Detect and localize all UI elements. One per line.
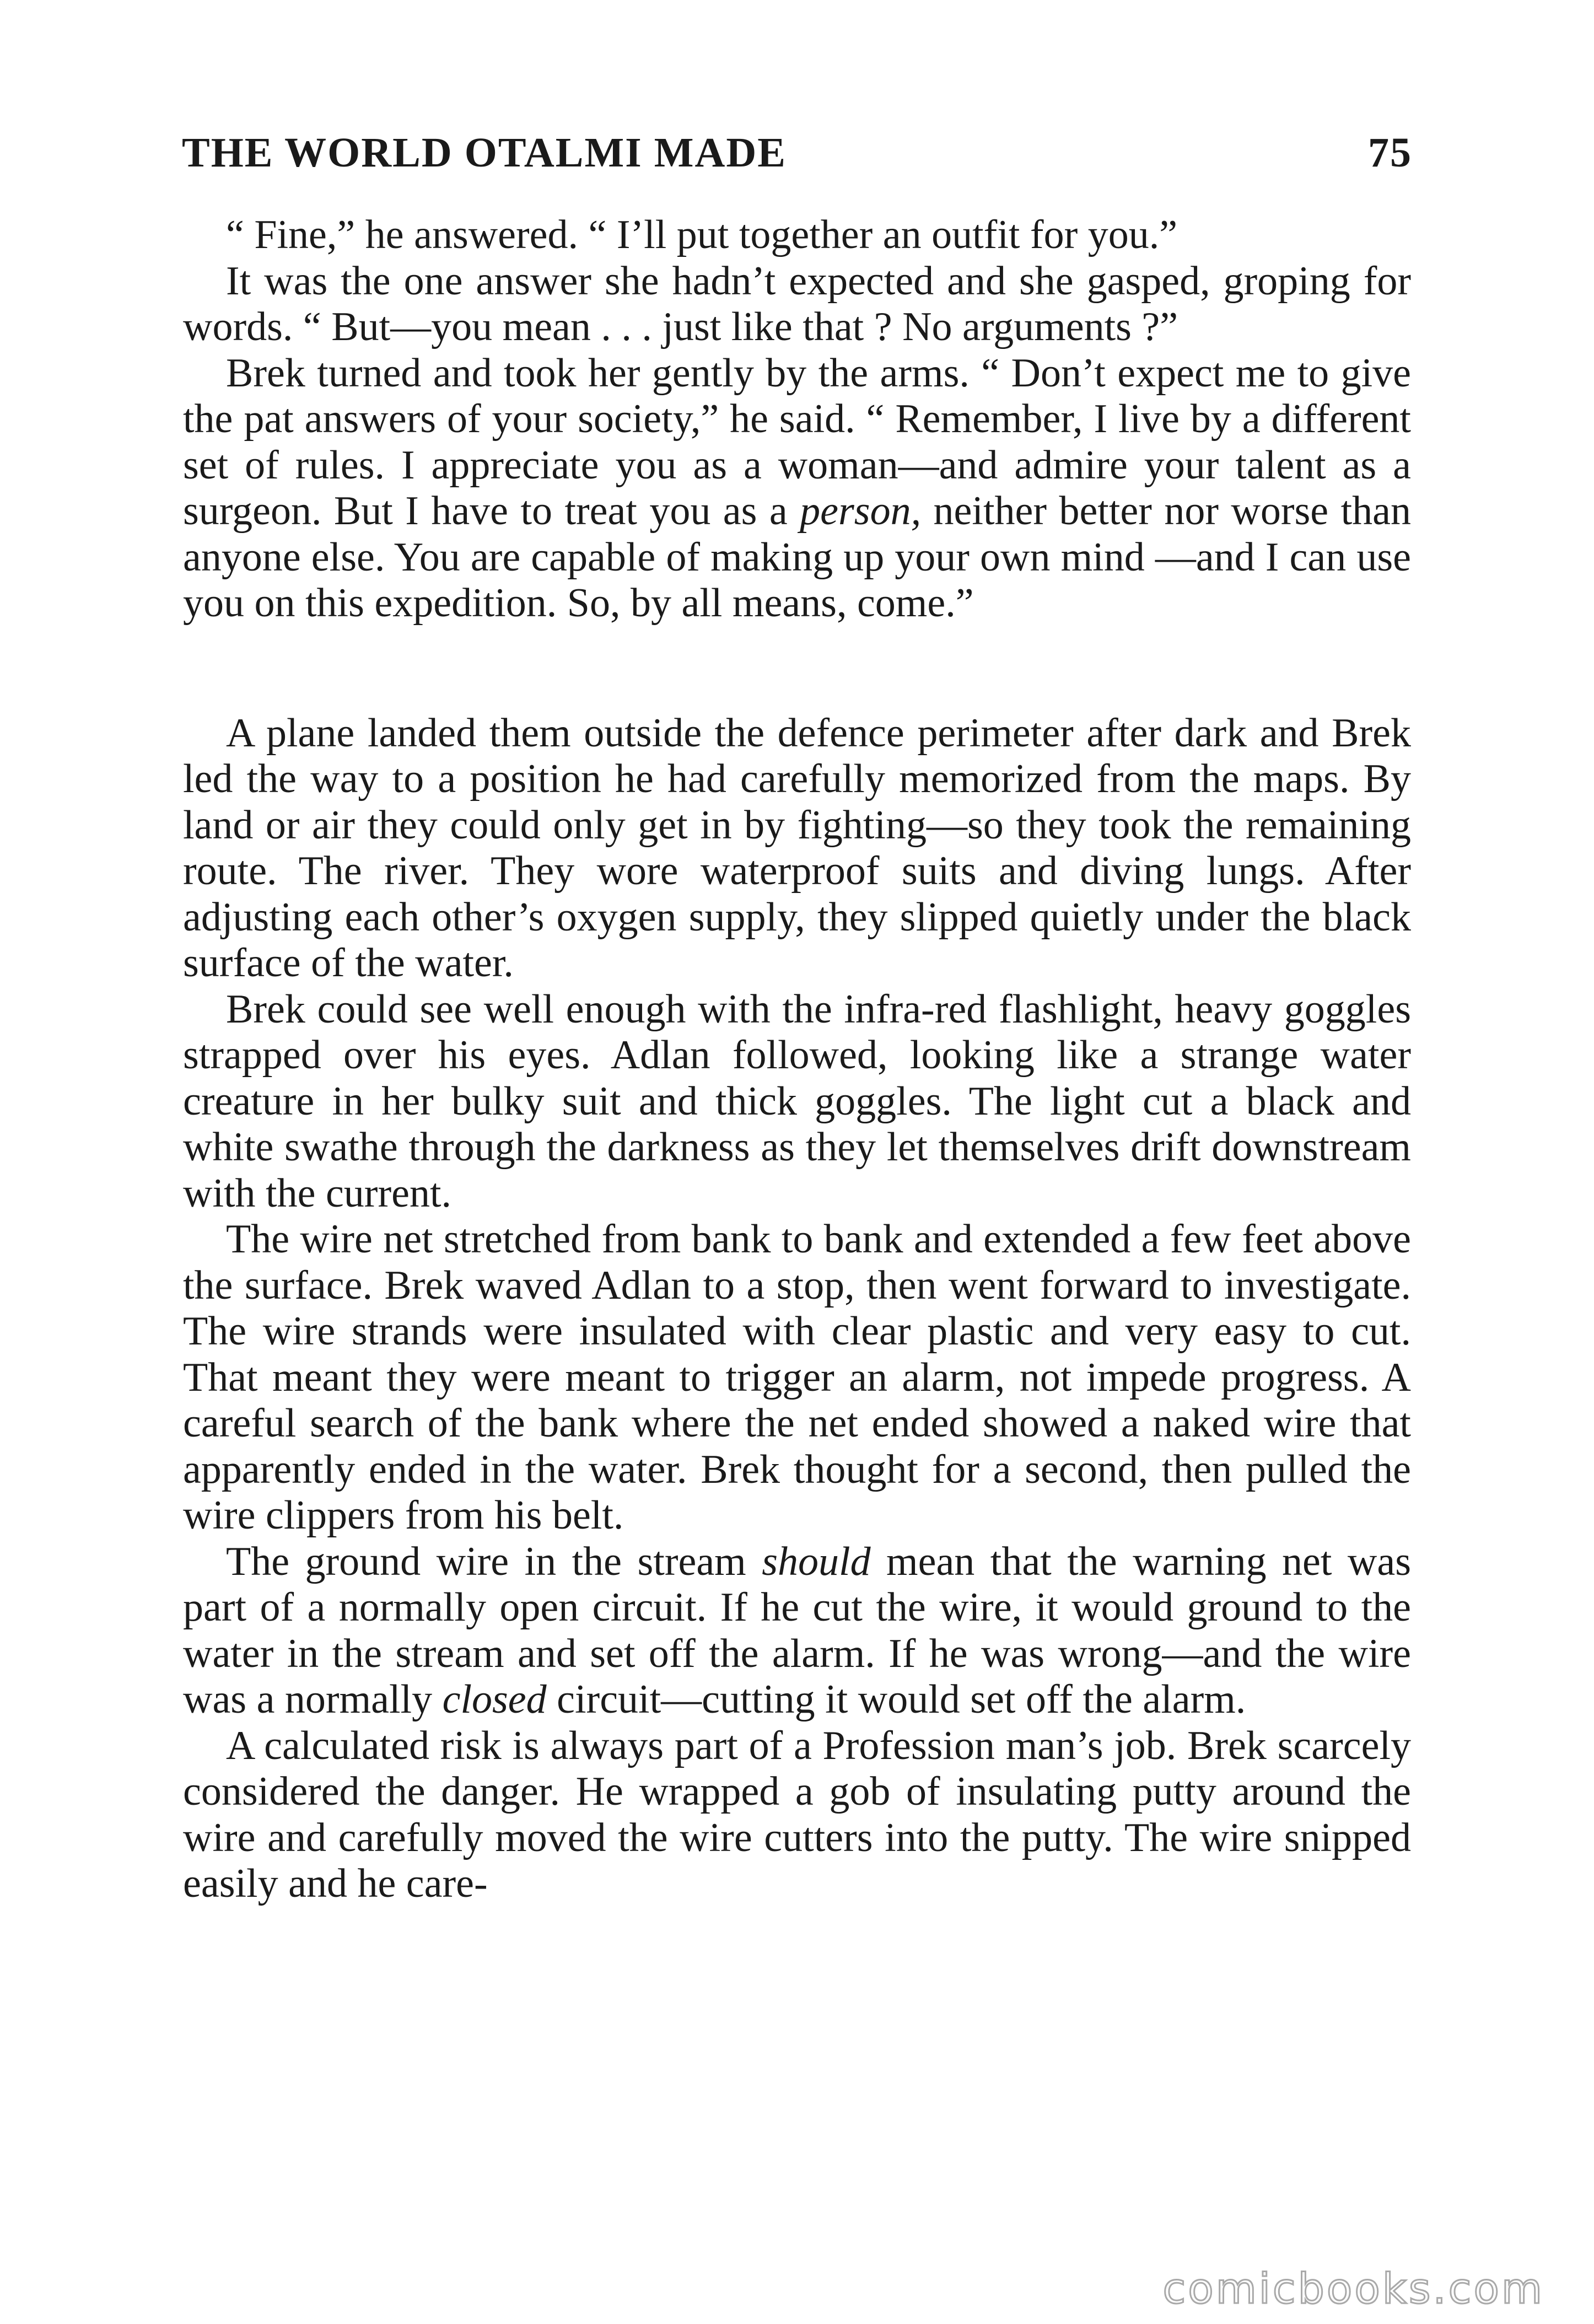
running-head	[182, 122, 1412, 183]
body-text	[183, 212, 1411, 1907]
chapter-title: THE WORLD OTALMI MADE	[182, 129, 787, 176]
watermark: comicbooks.com	[1162, 2264, 1544, 2313]
page-number: 75	[1368, 129, 1412, 176]
paragraph: A calculated risk is always part of a Profession man’s job. Brek scarcely considered the danger. He wrapped a gob of insulating putty around the wire and carefully moved the wire cutters into the putty. The wire snipped easily and he care-	[183, 1723, 1411, 1906]
paragraph: The wire net stretched from bank to bank and extended a few feet above the surface. Brek waved Adlan to a stop, then went forward to investigate. The wire strands were insulated with clear plastic and very easy to cut. That meant they were meant to trigger an alarm, not impede progress. A careful search of the bank where the net ended showed a naked wire that apparently ended in the water. Brek thought for a second, then pulled the wire clippers from his belt.	[183, 1217, 1411, 1538]
paragraph: A plane landed them outside the defence perimeter after dark and Brek led the way to a position he had carefully memorized from the maps. By land or air they could only get in by fighting—so they took the remaining route. The river. They wore waterproof suits and diving lungs. After adjusting each other’s oxygen supply, they slipped quietly under the black surface of the water.	[183, 710, 1411, 986]
paragraph: “ Fine,” he answered. “ I’ll put together an outfit for you.”	[226, 212, 1178, 257]
paragraph: The ground wire in the stream should mean that the warning net was part of a normally open circuit. If he cut the wire, it would ground to the water in the stream and set off the alarm. If he was wrong—and the wire was a normally closed circuit—cutting it would set off the alarm.	[183, 1538, 1411, 1722]
paragraph: Brek turned and took her gently by the arms. “ Don’t expect me to give the pat answers of your society,” he said. “ Remember, I live by a different set of rules. I appreciate you as a woman—and admire your talent as a surgeon. But I have to treat you as a person, neither better nor worse than anyone else. You are capable of making up your own mind —and I can use you on this expedition. So, by all means, come.”	[183, 350, 1411, 626]
paragraph: It was the one answer she hadn’t expected and she gasped, groping for words. “ But—you mean . . . just like that ? No arguments ?”	[183, 258, 1411, 349]
paragraph: Brek could see well enough with the infra-red flashlight, heavy goggles strapped over his eyes. Adlan followed, looking like a strange water creature in her bulky suit and thick goggles. The light cut a black and white swathe through the darkness as they let themselves drift downstream with the current.	[183, 986, 1411, 1216]
